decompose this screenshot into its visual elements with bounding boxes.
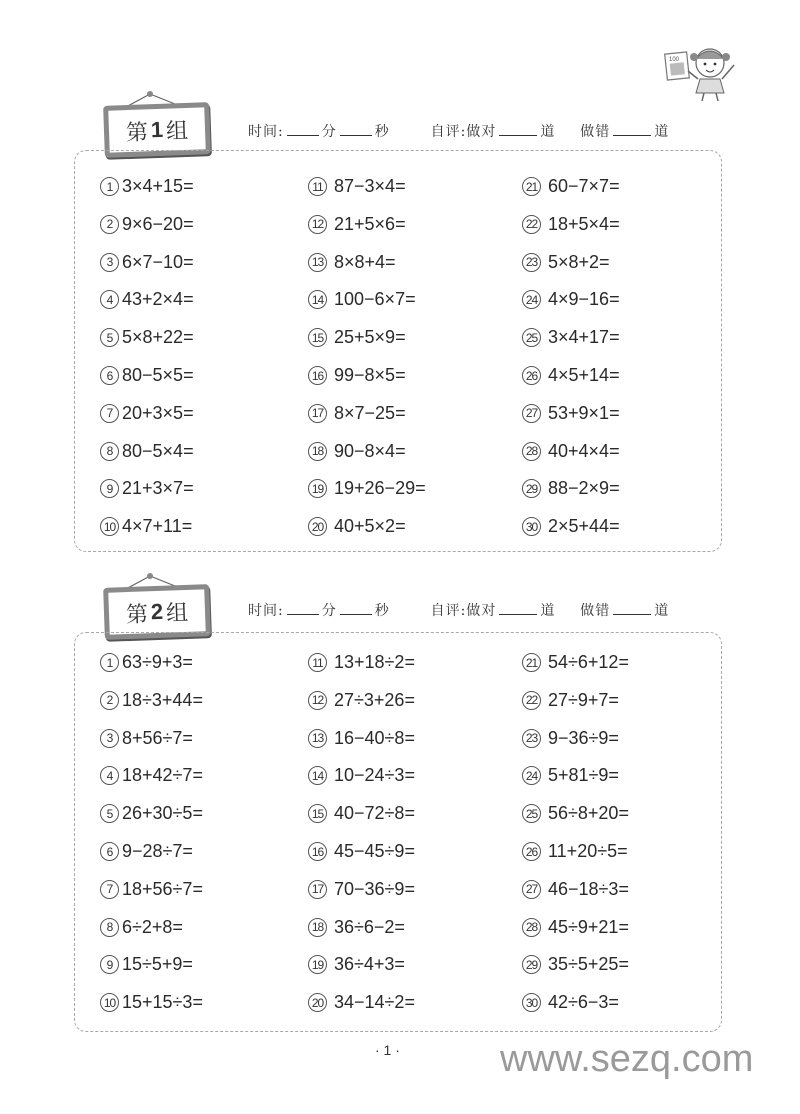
- problem-item: [308, 917, 405, 938]
- title-suffix: 组: [165, 600, 189, 627]
- problem-expression: 5+81÷9=: [548, 765, 619, 786]
- problem-number-badge: 22: [522, 691, 541, 710]
- score-header: [248, 600, 669, 620]
- problem-expression: 21+3×7=: [122, 478, 194, 499]
- problem-expression: 45÷9+21=: [548, 916, 629, 937]
- problem-number-badge: 21: [522, 177, 541, 196]
- problem-item: [100, 917, 183, 938]
- problem-expression: 8+56÷7=: [122, 727, 193, 748]
- problem-expression: 21+5×6=: [334, 213, 406, 234]
- problem-item: [522, 917, 629, 938]
- title-suffix: 组: [165, 118, 189, 145]
- problem-item: [522, 478, 620, 499]
- problem-item: [308, 765, 415, 786]
- watermark: www.sezq.com: [500, 1038, 754, 1080]
- problem-number-badge: 15: [308, 804, 327, 823]
- problem-expression: 2×5+44=: [548, 516, 620, 537]
- wrong-label: 做错: [580, 124, 611, 140]
- problem-expression: 54÷6+12=: [548, 652, 629, 672]
- problem-number-badge: 29: [522, 479, 541, 498]
- problem-item: [308, 441, 406, 462]
- problem-item: [100, 652, 193, 673]
- page-number: · 1 ·: [375, 1042, 400, 1058]
- problem-expression: 45−45÷9=: [334, 841, 415, 861]
- problem-number-badge: 21: [522, 653, 541, 672]
- problem-number-badge: 9: [100, 955, 119, 974]
- problem-number-badge: 9: [100, 479, 119, 498]
- problem-item: [308, 176, 406, 197]
- problem-expression: 5×8+2=: [548, 251, 610, 272]
- problem-expression: 56÷8+20=: [548, 803, 629, 824]
- problem-expression: 36÷6−2=: [334, 916, 405, 937]
- problem-expression: 40−72÷8=: [334, 803, 415, 824]
- problem-expression: 9−28÷7=: [122, 841, 193, 861]
- problem-item: [308, 992, 415, 1013]
- problem-item: [100, 841, 193, 862]
- problem-expression: 3×4+17=: [548, 327, 620, 348]
- problem-expression: 16−40÷8=: [334, 727, 415, 748]
- problem-item: [100, 765, 203, 786]
- problem-expression: 40+4×4=: [548, 440, 620, 461]
- problem-expression: 9−36÷9=: [548, 727, 619, 748]
- problem-item: [100, 365, 194, 386]
- problem-number-badge: 24: [522, 766, 541, 785]
- wrong-count-blank[interactable]: [613, 602, 651, 615]
- problem-item: [308, 478, 426, 499]
- correct-label: 自评:做对: [430, 603, 497, 619]
- problem-number-badge: 27: [522, 404, 541, 423]
- problem-number-badge: 1: [100, 653, 119, 672]
- problem-expression: 80−5×4=: [122, 440, 194, 461]
- problem-number-badge: 18: [308, 442, 327, 461]
- problem-number-badge: 16: [308, 842, 327, 861]
- problem-item: [308, 803, 415, 824]
- title-number: 2: [150, 598, 164, 625]
- problem-number-badge: 6: [100, 366, 119, 385]
- problem-number-badge: 20: [308, 993, 327, 1012]
- problem-expression: 18÷3+44=: [122, 689, 203, 710]
- problem-number-badge: 10: [100, 993, 119, 1012]
- problem-expression: 18+42÷7=: [122, 765, 203, 786]
- problem-expression: 15÷5+9=: [122, 954, 193, 975]
- problem-item: [522, 252, 610, 273]
- problem-item: [522, 879, 629, 900]
- problem-expression: 6÷2+8=: [122, 916, 183, 937]
- problem-expression: 8×7−25=: [334, 402, 406, 423]
- problem-item: [522, 992, 619, 1013]
- problem-expression: 13+18÷2=: [334, 652, 415, 672]
- minutes-label: 分: [321, 124, 337, 140]
- problem-number-badge: 12: [308, 691, 327, 710]
- seconds-blank[interactable]: [340, 123, 372, 136]
- problem-number-badge: 3: [100, 729, 119, 748]
- problem-item: [308, 252, 396, 273]
- problem-number-badge: 29: [522, 955, 541, 974]
- problem-item: [100, 441, 194, 462]
- problem-expression: 4×7+11=: [122, 516, 193, 537]
- problem-number-badge: 30: [522, 993, 541, 1012]
- problem-expression: 5×8+22=: [122, 327, 194, 348]
- problem-expression: 25+5×9=: [334, 327, 406, 348]
- problem-expression: 20+3×5=: [122, 402, 194, 423]
- problem-number-badge: 18: [308, 918, 327, 937]
- problem-number-badge: 11: [308, 177, 327, 196]
- problem-number-badge: 5: [100, 804, 119, 823]
- problem-number-badge: 4: [100, 766, 119, 785]
- problem-number-badge: 24: [522, 290, 541, 309]
- problem-expression: 3×4+15=: [122, 176, 194, 196]
- title-prefix: 第: [125, 119, 149, 146]
- problem-item: [100, 690, 203, 711]
- problem-item: [522, 765, 619, 786]
- problem-item: [100, 992, 203, 1013]
- problem-expression: 80−5×5=: [122, 365, 194, 385]
- problem-number-badge: 22: [522, 215, 541, 234]
- problem-item: [522, 403, 620, 424]
- problem-item: [100, 252, 194, 273]
- problem-expression: 46−18÷3=: [548, 878, 629, 899]
- problem-number-badge: 3: [100, 253, 119, 272]
- problem-expression: 100−6×7=: [334, 289, 416, 310]
- problem-expression: 15+15÷3=: [122, 992, 203, 1013]
- problem-expression: 53+9×1=: [548, 402, 620, 423]
- problem-number-badge: 10: [100, 517, 119, 536]
- seconds-label: 秒: [374, 124, 390, 140]
- problem-item: [522, 803, 629, 824]
- problem-item: [308, 289, 416, 310]
- problem-item: [522, 365, 620, 386]
- problem-item: [100, 289, 194, 310]
- problem-number-badge: 1: [100, 177, 119, 196]
- problem-item: [308, 728, 415, 749]
- problem-item: [308, 516, 406, 537]
- problem-item: [308, 403, 406, 424]
- problem-item: [522, 954, 629, 975]
- title-prefix: 第: [125, 601, 149, 628]
- problem-expression: 27÷9+7=: [548, 689, 619, 710]
- problem-item: [100, 478, 194, 499]
- svg-text:100: 100: [669, 57, 680, 63]
- problem-number-badge: 6: [100, 842, 119, 861]
- correct-count-blank[interactable]: [499, 123, 537, 136]
- problem-item: [522, 441, 620, 462]
- group-title-sign: [100, 86, 210, 150]
- problem-expression: 27÷3+26=: [334, 689, 415, 710]
- problem-number-badge: 25: [522, 804, 541, 823]
- problem-item: [522, 214, 620, 235]
- problem-expression: 63÷9+3=: [122, 652, 193, 672]
- problem-item: [308, 327, 406, 348]
- correct-count-blank[interactable]: [499, 602, 537, 615]
- problem-number-badge: 23: [522, 253, 541, 272]
- seconds-label: 秒: [374, 603, 390, 619]
- unit-label: 道: [654, 124, 670, 140]
- problem-item: [308, 841, 415, 862]
- problem-number-badge: 7: [100, 880, 119, 899]
- problem-number-badge: 8: [100, 918, 119, 937]
- problem-item: [308, 954, 405, 975]
- problem-expression: 34−14÷2=: [334, 992, 415, 1013]
- seconds-blank[interactable]: [340, 602, 372, 615]
- problem-expression: 19+26−29=: [334, 478, 426, 499]
- problem-expression: 11+20÷5=: [548, 841, 628, 861]
- minutes-blank[interactable]: [287, 602, 319, 615]
- problem-expression: 40+5×2=: [334, 516, 406, 537]
- unit-label: 道: [540, 124, 556, 140]
- unit-label: 道: [540, 603, 556, 619]
- problem-item: [522, 289, 620, 310]
- minutes-blank[interactable]: [287, 123, 319, 136]
- problem-item: [100, 214, 194, 235]
- problem-item: [100, 879, 203, 900]
- problem-number-badge: 28: [522, 442, 541, 461]
- problem-item: [522, 327, 620, 348]
- problem-number-badge: 4: [100, 290, 119, 309]
- problem-number-badge: 23: [522, 729, 541, 748]
- problem-number-badge: 17: [308, 880, 327, 899]
- problem-number-badge: 30: [522, 517, 541, 536]
- group-title-sign: [100, 568, 210, 632]
- problem-expression: 90−8×4=: [334, 440, 406, 461]
- problem-expression: 26+30÷5=: [122, 803, 203, 824]
- problem-number-badge: 26: [522, 842, 541, 861]
- problem-item: [308, 652, 415, 673]
- problem-number-badge: 8: [100, 442, 119, 461]
- problem-number-badge: 13: [308, 729, 327, 748]
- problem-item: [522, 728, 619, 749]
- score-header: [248, 121, 669, 141]
- wrong-count-blank[interactable]: [613, 123, 651, 136]
- girl-mascot-icon: [660, 35, 750, 105]
- problem-number-badge: 7: [100, 404, 119, 423]
- problem-item: [100, 516, 192, 537]
- unit-label: 道: [654, 603, 670, 619]
- minutes-label: 分: [321, 603, 337, 619]
- problem-item: [100, 176, 194, 197]
- problem-item: [100, 954, 193, 975]
- problem-expression: 18+5×4=: [548, 213, 620, 234]
- problem-number-badge: 19: [308, 955, 327, 974]
- problem-item: [100, 403, 194, 424]
- time-label: 时间:: [248, 603, 284, 619]
- problem-item: [100, 728, 193, 749]
- problem-number-badge: 14: [308, 290, 327, 309]
- problem-expression: 43+2×4=: [122, 289, 194, 310]
- problem-number-badge: 12: [308, 215, 327, 234]
- problem-number-badge: 5: [100, 328, 119, 347]
- problem-number-badge: 26: [522, 366, 541, 385]
- problem-item: [522, 841, 628, 862]
- problem-number-badge: 28: [522, 918, 541, 937]
- problem-expression: 99−8×5=: [334, 365, 406, 385]
- problem-expression: 6×7−10=: [122, 251, 194, 272]
- problem-expression: 9×6−20=: [122, 213, 194, 234]
- problem-number-badge: 2: [100, 691, 119, 710]
- problem-expression: 60−7×7=: [548, 176, 620, 196]
- problem-number-badge: 16: [308, 366, 327, 385]
- problem-expression: 10−24÷3=: [334, 765, 415, 786]
- problem-expression: 18+56÷7=: [122, 878, 203, 899]
- problem-number-badge: 11: [308, 653, 327, 672]
- problem-number-badge: 27: [522, 880, 541, 899]
- problem-item: [100, 803, 203, 824]
- problem-expression: 88−2×9=: [548, 478, 620, 499]
- problem-expression: 36÷4+3=: [334, 954, 405, 975]
- problem-item: [522, 176, 620, 197]
- problem-expression: 42÷6−3=: [548, 992, 619, 1013]
- problem-expression: 87−3×4=: [334, 176, 406, 196]
- problem-item: [308, 879, 415, 900]
- problem-number-badge: 25: [522, 328, 541, 347]
- problem-number-badge: 17: [308, 404, 327, 423]
- problem-item: [100, 327, 194, 348]
- problem-item: [308, 690, 415, 711]
- problem-item: [522, 690, 619, 711]
- problem-expression: 70−36÷9=: [334, 878, 415, 899]
- problem-expression: 8×8+4=: [334, 251, 396, 272]
- problem-expression: 4×9−16=: [548, 289, 620, 310]
- problem-item: [522, 652, 629, 673]
- time-label: 时间:: [248, 124, 284, 140]
- problem-expression: 35÷5+25=: [548, 954, 629, 975]
- problem-number-badge: 13: [308, 253, 327, 272]
- problem-number-badge: 19: [308, 479, 327, 498]
- problem-expression: 4×5+14=: [548, 365, 620, 385]
- problem-number-badge: 14: [308, 766, 327, 785]
- correct-label: 自评:做对: [430, 124, 497, 140]
- problem-number-badge: 2: [100, 215, 119, 234]
- wrong-label: 做错: [580, 603, 611, 619]
- problem-item: [522, 516, 620, 537]
- problem-item: [308, 214, 406, 235]
- problem-item: [308, 365, 406, 386]
- problem-number-badge: 20: [308, 517, 327, 536]
- title-number: 1: [150, 116, 164, 143]
- problem-number-badge: 15: [308, 328, 327, 347]
